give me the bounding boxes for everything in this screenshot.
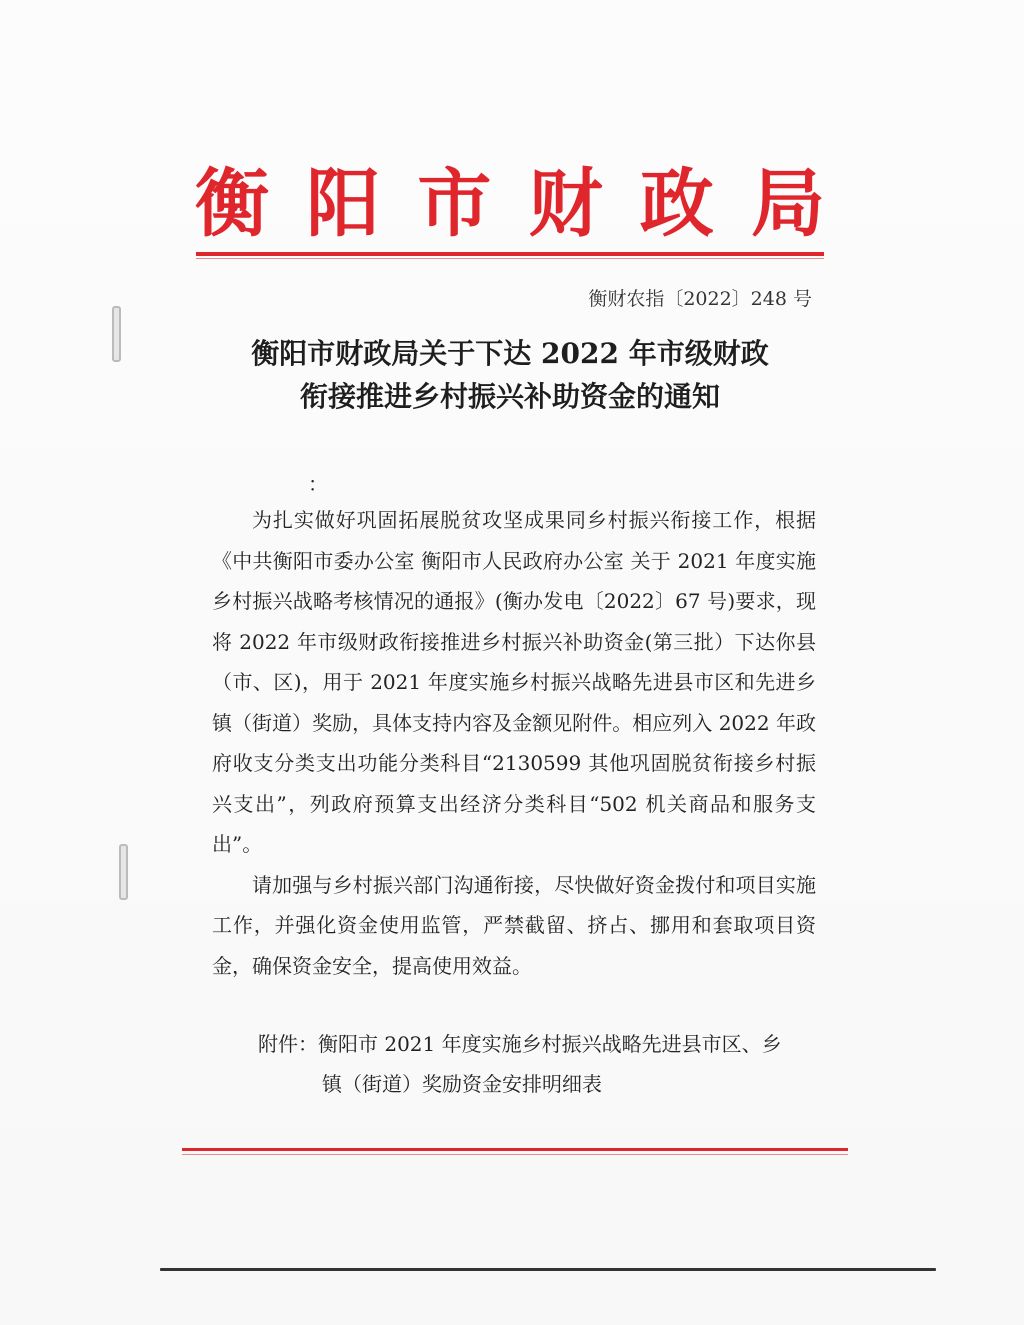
agency-char: 市 — [417, 161, 492, 247]
footer-red-rule — [182, 1148, 848, 1151]
agency-char: 局 — [750, 161, 825, 247]
agency-char: 衡 — [195, 161, 269, 247]
agency-char: 阳 — [306, 161, 381, 247]
notice-title — [200, 332, 820, 418]
notice-body — [212, 500, 816, 986]
notice-title-line: 衔接推进乡村振兴补助资金的通知 — [299, 380, 720, 413]
header-red-rule-thin — [196, 258, 824, 259]
recipient-line: ： — [308, 472, 328, 496]
attachment-line: 镇（街道）奖励资金安排明细表 — [322, 1072, 602, 1096]
header-red-rule — [196, 252, 824, 256]
agency-header — [195, 158, 825, 250]
notice-title-line: 衡阳市财政局关于下达 2022 年市级财政 — [251, 337, 769, 370]
agency-char: 财 — [528, 161, 603, 247]
attachment-note — [258, 1024, 818, 1104]
paper-edge — [160, 1268, 936, 1271]
body-paragraph: 为扎实做好巩固拓展脱贫攻坚成果同乡村振兴衔接工作，根据《中共衡阳市委办公室 衡阳市人民政府办公室 关于 2021 年度实施乡村振兴战略考核情况的通报》(衡办发电〔2022〕67 号)要求，现将 2022 年市级财政衔接推进乡村振兴补助资金(第三批）下达你县（市、区)，用于 2021 年度实施乡村振兴战略先进县市区和先进乡镇（街道）奖励，具体支持内容及金额见附件。相应列入 2022 年政府收支分类支出功能分类科目“2130599 其他巩固脱贫衔接乡村振兴支出”，列政府预算支出经济分类科目“502 机关商品和服务支出”。 — [212, 508, 816, 856]
agency-char: 政 — [639, 161, 714, 247]
staple-mark — [119, 844, 128, 900]
footer-red-rule-thin — [182, 1154, 848, 1155]
staple-mark — [112, 306, 121, 362]
document-number: 衡财农指〔2022〕248 号 — [588, 288, 812, 310]
attachment-line: 附件：衡阳市 2021 年度实施乡村振兴战略先进县市区、乡 — [258, 1032, 782, 1056]
body-paragraph: 请加强与乡村振兴部门沟通衔接，尽快做好资金拨付和项目实施工作，并强化资金使用监管，严禁截留、挤占、挪用和套取项目资金，确保资金安全，提高使用效益。 — [212, 872, 816, 978]
